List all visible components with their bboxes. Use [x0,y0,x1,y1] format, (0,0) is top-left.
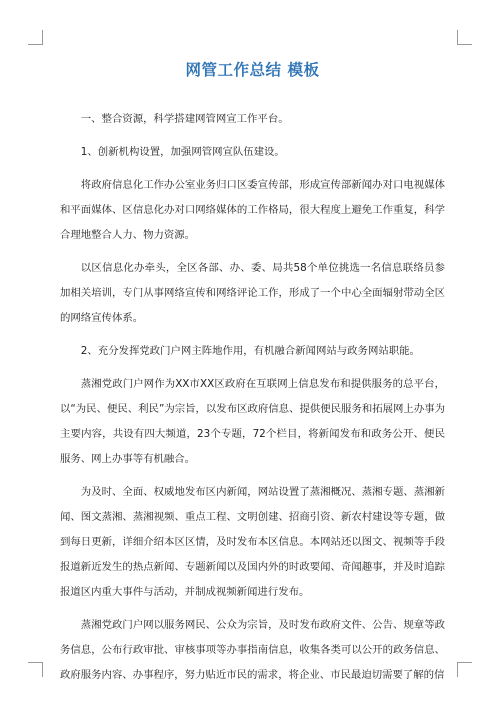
body-paragraph: 蒸湘党政门户网以服务网民、公众为宗旨，及时发布政府文件、公告、规章等政务信息，公布行政审批、审核事项等办事指南信息，收集各类可以公开的政务信息、政府服务内容、办事程序，努力贴近市民的需求，将企业、市民最迫切需要了解的信 [60,619,445,681]
body-paragraph: 将政府信息化工作办公室业务归口区委宣传部，形成宣传部新闻办对口电视媒体和平面媒体、区信息化办对口网络媒体的工作格局，很大程度上避免工作重复，科学合理地整合人力、物力资源。 [60,179,445,241]
document-title: 网管工作总结 模板 [185,61,320,79]
subheading-1: 1、创新机构设置，加强网管网宣队伍建设。 [80,146,285,158]
crop-mark-top-left [28,30,43,45]
crop-mark-bottom-left [28,662,43,677]
body-paragraph: 蒸湘党政门户网作为XX市XX区政府在互联网上信息发布和提供服务的总平台，以“为民、便民、利民”为宗旨，以发布区政府信息、提供便民服务和拓展网上办事为主要内容，共设有四大频道，23个专题，72个栏目，将新闻发布和政务公开、便民服务、网上办事等有机融合。 [60,378,445,465]
body-paragraph: 以区信息化办牵头，全区各部、办、委、局共58个单位挑选一名信息联络员参加相关培训，专门从事网络宣传和网络评论工作，形成了一个中心全面辐射带动全区的网络宣传体系。 [60,262,445,324]
subheading-2: 2、充分发挥党政门户网主阵地作用，有机融合新闻网站与政务网站职能。 [80,345,420,357]
document-page [60,58,445,696]
body-paragraph: 为及时、全面、权威地发布区内新闻，网站设置了蒸湘概况、蒸湘专题、蒸湘新闻、图文蒸湘、蒸湘视频、重点工程、文明创建、招商引资、新农村建设等专题，做到每日更新，详细介绍本区区情，及时发布本区信息。本网站还以图文、视频等手段报道新近发生的热点新闻、专题新闻以及国内外的时政要闻、奇闻趣事，并及时追踪报道区内重大事件与活动，并制成视频新闻进行发布。 [60,486,445,598]
section-heading-1: 一、整合资源，科学搭建网管网宣工作平台。 [80,113,289,125]
crop-mark-bottom-right [457,662,472,677]
crop-mark-top-right [457,30,472,45]
